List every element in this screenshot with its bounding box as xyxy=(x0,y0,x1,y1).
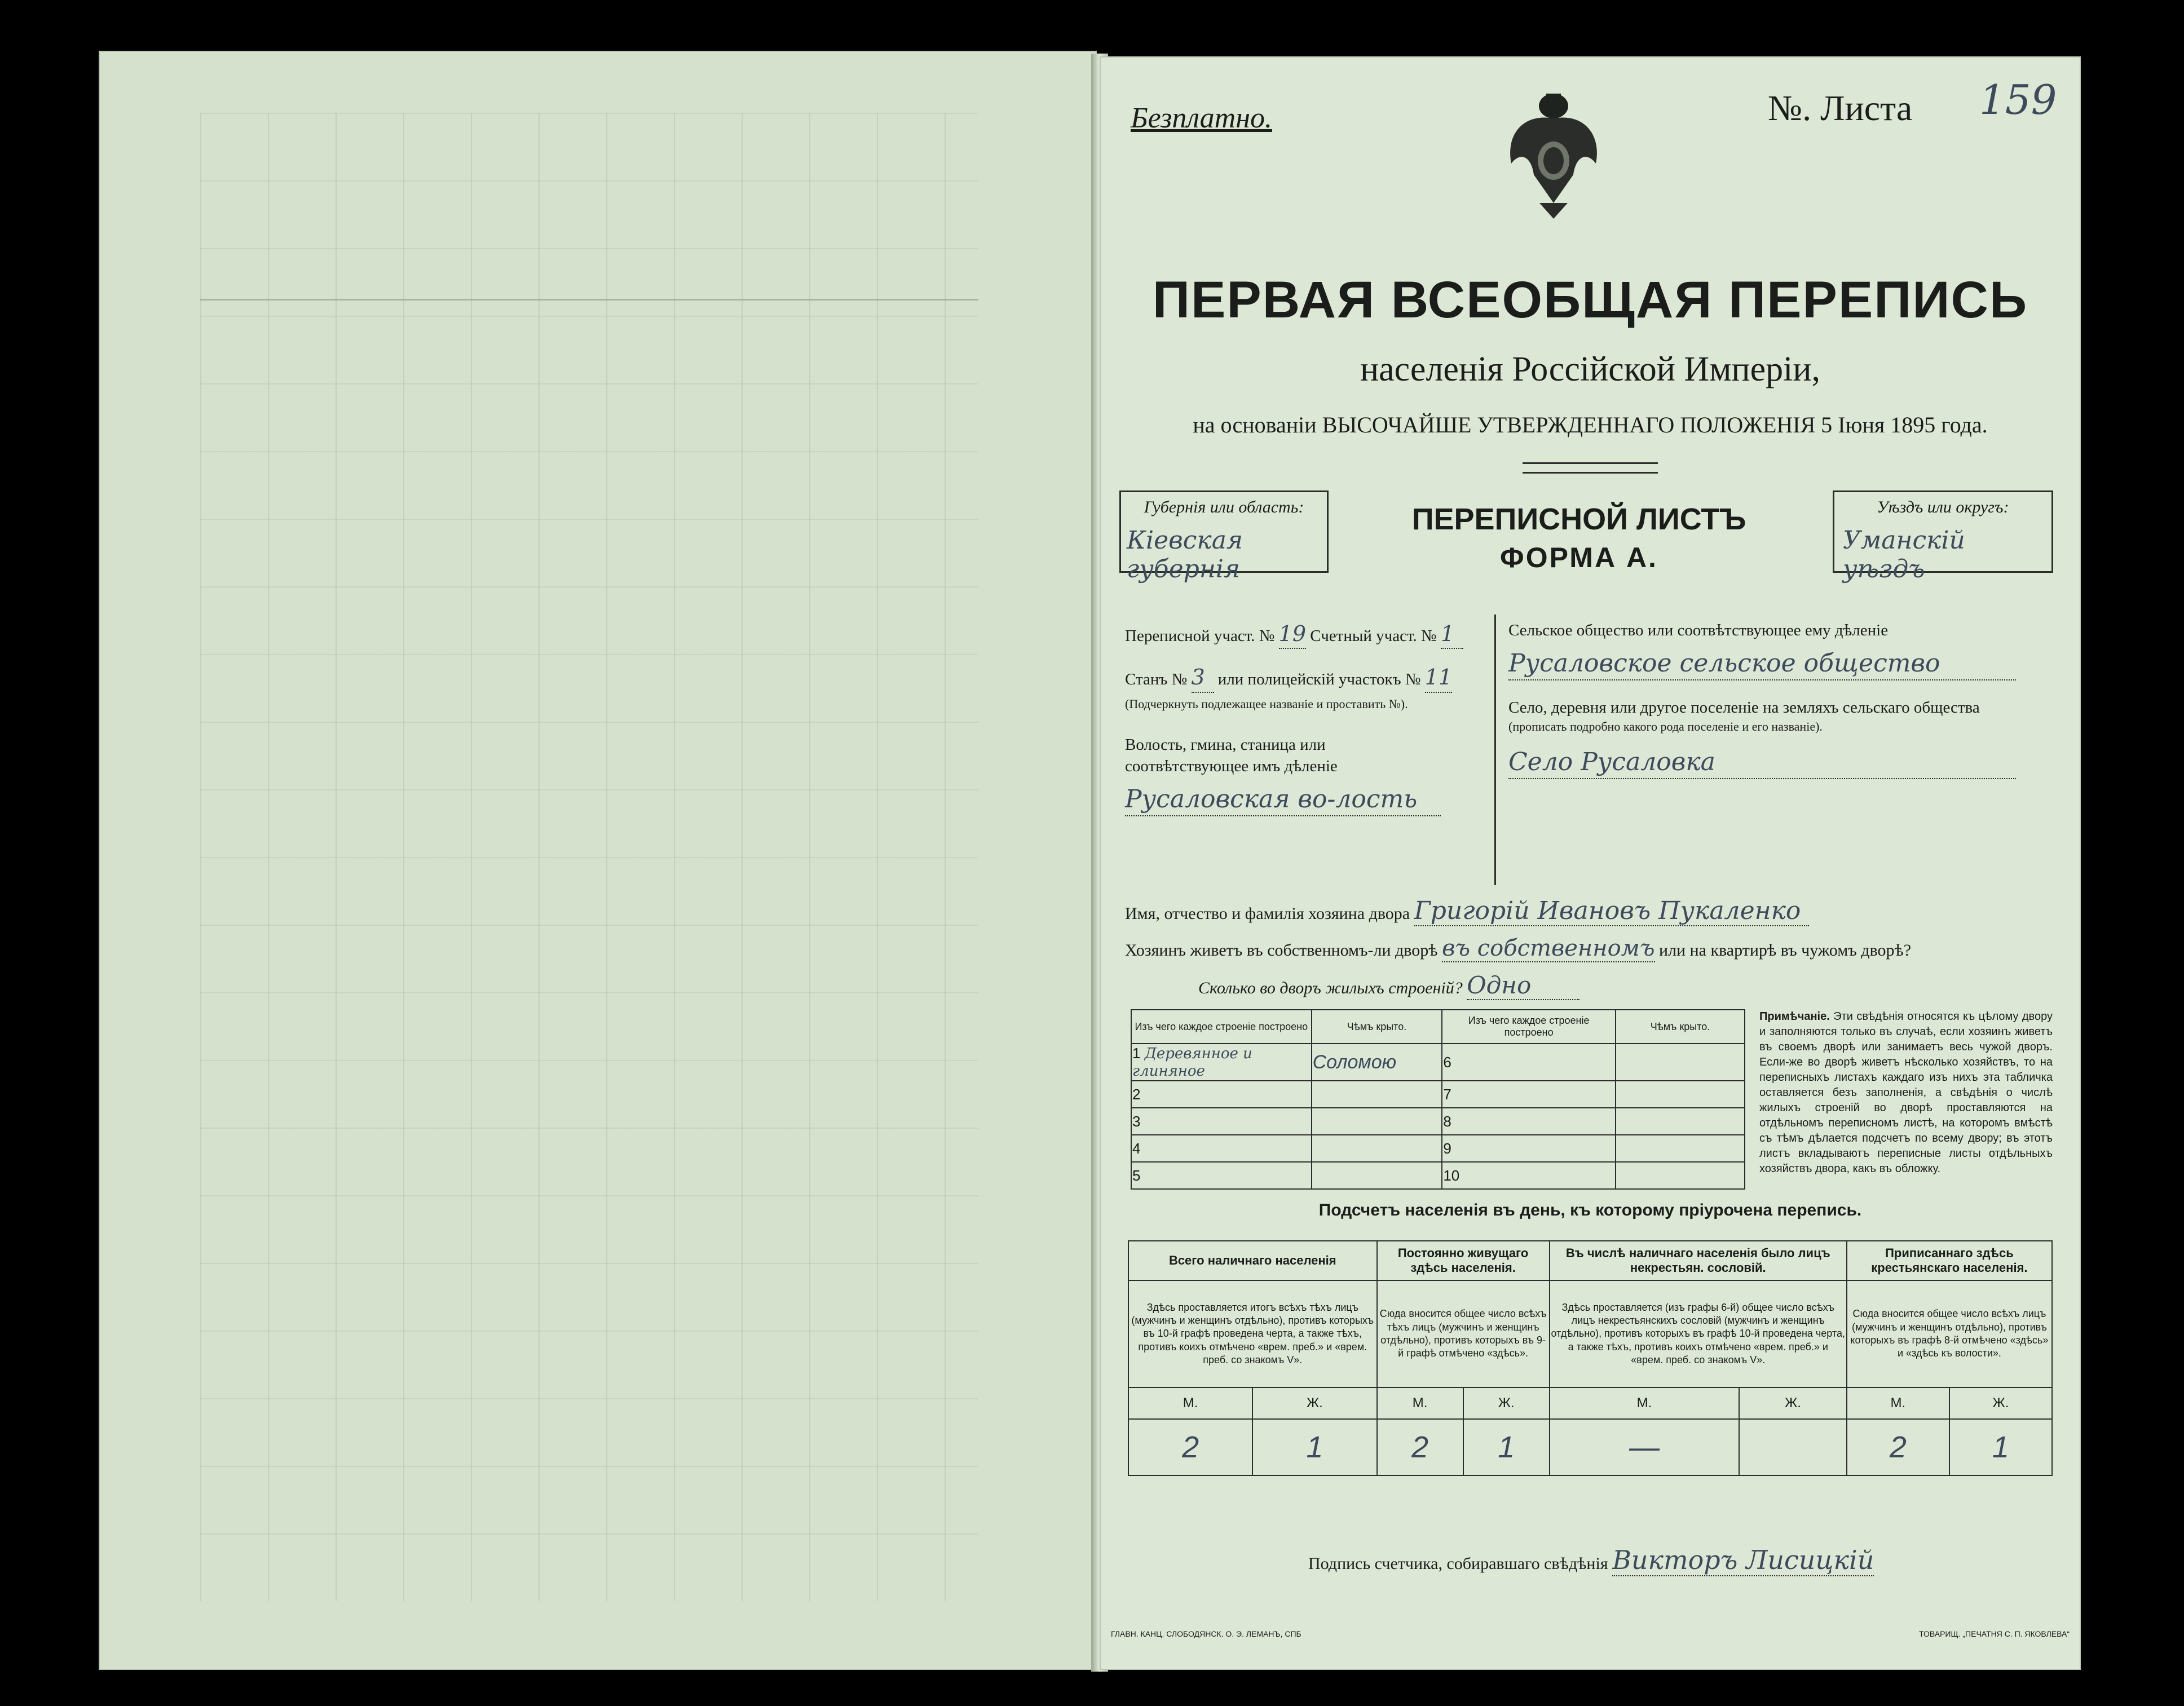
table-row: 4 9 xyxy=(1131,1135,1745,1162)
row1-material: Деревянное и глиняное xyxy=(1132,1045,1252,1080)
count-noncrestyan-zh xyxy=(1739,1419,1847,1475)
count-header-noncrestyan: Въ числѣ наличнаго населенія было лицъ некрестьян. сословій. xyxy=(1550,1241,1847,1280)
stan-row xyxy=(1125,664,1542,692)
police-label: или полицейскій участокъ № xyxy=(1217,670,1421,689)
gubernia-label: Губернія или область: xyxy=(1144,498,1304,516)
form-subtitle: населенія Россійской Имперіи, xyxy=(1360,350,1821,388)
count-values-row xyxy=(1128,1419,2052,1475)
count-desc-total: Здѣсь проставляется итогъ всѣхъ тѣхъ лицъ (мужчинъ и женщинъ отдѣльно), противъ которыхъ въ 10-й графѣ проведена черта, а также тѣхъ, противъ коихъ отмѣчено «врем. преб.» и «врем. преб. со знакомъ V». xyxy=(1128,1280,1377,1387)
double-eagle-emblem xyxy=(1500,90,1607,220)
stan-label: Станъ № xyxy=(1125,670,1188,689)
gubernia-box xyxy=(1119,490,1329,584)
form-type: ФОРМА А. xyxy=(1500,542,1658,573)
buildings-value: Одно xyxy=(1467,971,1579,1000)
count-header-permanent: Постоянно живущаго здѣсь населенія. xyxy=(1377,1241,1550,1280)
schetny-label: Счетный участ. № xyxy=(1310,627,1437,645)
perepis-uchast-value: 19 xyxy=(1279,620,1306,649)
buildings-col-roof-2: Чѣмъ крыто. xyxy=(1616,1010,1745,1044)
selo-note: (прописать подробно какого рода поселеніе и его названіе). xyxy=(1508,719,1823,733)
count-peasant-zh: 1 xyxy=(1949,1419,2052,1475)
signature-row xyxy=(1308,1545,1874,1576)
perepis-uchast-label: Переписной участ. № xyxy=(1125,627,1275,645)
note-text: Эти свѣдѣнія относятся къ цѣлому двору и заполняются только въ случаѣ, если хозяинъ живетъ въ своемъ дворѣ или занимаетъ весь чужой дворъ. Если-же во дворѣ живетъ нѣсколько хозяйствъ, то на переписныхъ листахъ каждаго изъ нихъ эта табличка оставляется безъ заполненія, а свѣдѣнія о числѣ жилыхъ строеній во дворѣ проставляются на отдѣльномъ переписномъ листѣ, на которомъ вмѣстѣ съ тѣмъ дѣлается подсчетъ по всему двору; въ этотъ листъ вкладываютъ переписные листы отдѣльныхъ хозяйствъ двора, какъ въ обложку. xyxy=(1759,1010,2053,1175)
left-ghost-grid xyxy=(200,113,978,1601)
footer-printer-right: ТОВАРИЩ. „ПЕЧАТНЯ С. П. ЯКОВЛЕВА“ xyxy=(1919,1629,2070,1638)
ornament-divider xyxy=(1523,462,1658,474)
stan-value: 3 xyxy=(1192,664,1214,692)
signature-value: Викторъ Лисицкій xyxy=(1612,1545,1874,1575)
count-header-total: Всего наличнаго населенія xyxy=(1128,1241,1377,1280)
lives-value: въ собственномъ xyxy=(1442,935,1655,961)
lives-row xyxy=(1125,935,2055,962)
underline-note: (Подчеркнуть подлежащее названіе и проставить №). xyxy=(1125,696,1408,711)
count-header-peasant: Приписаннаго здѣсь крестьянскаго населенія. xyxy=(1847,1241,2052,1280)
note-label: Примѣчаніе. xyxy=(1759,1010,1830,1023)
count-permanent-m: 2 xyxy=(1377,1419,1463,1475)
table-row: 2 7 xyxy=(1131,1081,1745,1108)
buildings-note xyxy=(1759,1009,2053,1177)
form-main-title: ПЕРВАЯ ВСЕОБЩАЯ ПЕРЕПИСЬ xyxy=(1152,271,2028,329)
buildings-row xyxy=(1125,971,2055,1000)
building-row-1: 1 Деревянное и глиняное xyxy=(1131,1044,1312,1081)
volost-value: Русаловская во-лость xyxy=(1125,783,1441,816)
owner-value: Григорій Ивановъ Пукаленко xyxy=(1414,896,1809,926)
count-desc-peasant: Сюда вносится общее число всѣхъ лицъ (мужчинъ и женщинъ отдѣльно), противъ которыхъ въ графѣ 8-й отмѣчено «здѣсь» и «здѣсь къ волости». xyxy=(1847,1280,2052,1387)
sheet-number-handwritten: 159 xyxy=(1979,76,2057,123)
footer-printer-left: ГЛАВН. КАНЦ. СЛОБОДЯНСК. О. Э. ЛЕМАНЪ, СПБ xyxy=(1111,1629,1301,1638)
row1-roof: Соломою xyxy=(1312,1044,1442,1081)
buildings-label: Сколько во дворъ жилыхъ строеній? xyxy=(1198,979,1463,997)
left-page xyxy=(99,51,1097,1670)
count-total-zh: 1 xyxy=(1252,1419,1376,1475)
count-sex-row: М. Ж. М. Ж. М. Ж. М. Ж. xyxy=(1128,1387,2052,1419)
census-form-page xyxy=(1100,56,2081,1670)
lives-label: Хозяинъ живетъ въ собственномъ-ли дворѣ xyxy=(1125,941,1438,960)
count-total-m: 2 xyxy=(1128,1419,1252,1475)
sel-obshch-value: Русаловское сельское общество xyxy=(1508,647,2016,680)
schetny-value: 1 xyxy=(1441,620,1463,649)
buildings-col-material-2: Изъ чего каждое строеніе построено xyxy=(1442,1010,1616,1044)
count-noncrestyan-m: — xyxy=(1550,1419,1740,1475)
table-row: 3 8 xyxy=(1131,1108,1745,1135)
field-column-divider xyxy=(1494,615,1496,885)
table-row xyxy=(1131,1044,1745,1081)
building-row-6: 6 xyxy=(1442,1044,1616,1081)
free-label: Безплатно. xyxy=(1131,102,1273,134)
selo-label: Село, деревня или другое поселеніе на земляхъ сельскаго общества xyxy=(1508,698,1980,717)
volost-label: Волость, гмина, станица или соотвѣтствующее имъ дѣленіе xyxy=(1125,736,1338,776)
lives-suffix: или на квартирѣ въ чужомъ дворѣ? xyxy=(1659,941,1912,960)
sheet-number-label: №. Листа xyxy=(1768,88,1913,128)
form-basis-line: на основаніи ВЫСОЧАЙШЕ УТВЕРЖДЕННАГО ПОЛОЖЕНІЯ 5 Іюня 1895 года. xyxy=(1193,412,1988,437)
uezd-value: Уманскій уѣздъ xyxy=(1843,526,1965,584)
count-desc-permanent: Сюда вносится общее число всѣхъ тѣхъ лицъ (мужчинъ и женщинъ отдѣльно), противъ которыхъ въ 9-й графѣ отмѣчено «здѣсь». xyxy=(1377,1280,1550,1387)
gubernia-value: Кіевская губернія xyxy=(1127,526,1243,584)
owner-row xyxy=(1125,896,2055,926)
sel-obshch-label: Сельское общество или соотвѣтствующее ему дѣленіе xyxy=(1508,621,1889,639)
uezd-label: Уѣздъ или округъ: xyxy=(1877,498,2009,516)
count-table xyxy=(1128,1240,2053,1476)
selo-value: Село Русаловка xyxy=(1508,746,2016,779)
owner-label: Имя, отчество и фамилія хозяина двора xyxy=(1125,904,1410,923)
perepis-uchast-row xyxy=(1125,620,1542,649)
table-row: 5 10 xyxy=(1131,1162,1745,1189)
police-value: 11 xyxy=(1425,664,1452,692)
signature-label: Подпись счетчика, собиравшаго свѣдѣнія xyxy=(1308,1554,1608,1573)
count-permanent-zh: 1 xyxy=(1463,1419,1550,1475)
count-title: Подсчетъ населенія въ день, къ которому пріурочена перепись. xyxy=(1318,1201,1862,1219)
count-peasant-m: 2 xyxy=(1847,1419,1949,1475)
buildings-col-roof: Чѣмъ крыто. xyxy=(1312,1010,1442,1044)
buildings-col-material: Изъ чего каждое строеніе построено xyxy=(1131,1010,1312,1044)
uezd-box xyxy=(1833,490,2053,584)
buildings-table xyxy=(1131,1009,1745,1190)
count-desc-noncrestyan: Здѣсь проставляется (изъ графы 6-й) общее число всѣхъ лицъ некрестьянскихъ сословій (мужчинъ и женщинъ отдѣльно), противъ которыхъ въ графѣ 10-й проведена черта, а также тѣхъ, противъ коихъ отмѣчено «врем. преб.» и «врем. преб. со знакомъ V». xyxy=(1550,1280,1847,1387)
form-sheet-title: ПЕРЕПИСНОЙ ЛИСТЪ xyxy=(1411,502,1746,536)
